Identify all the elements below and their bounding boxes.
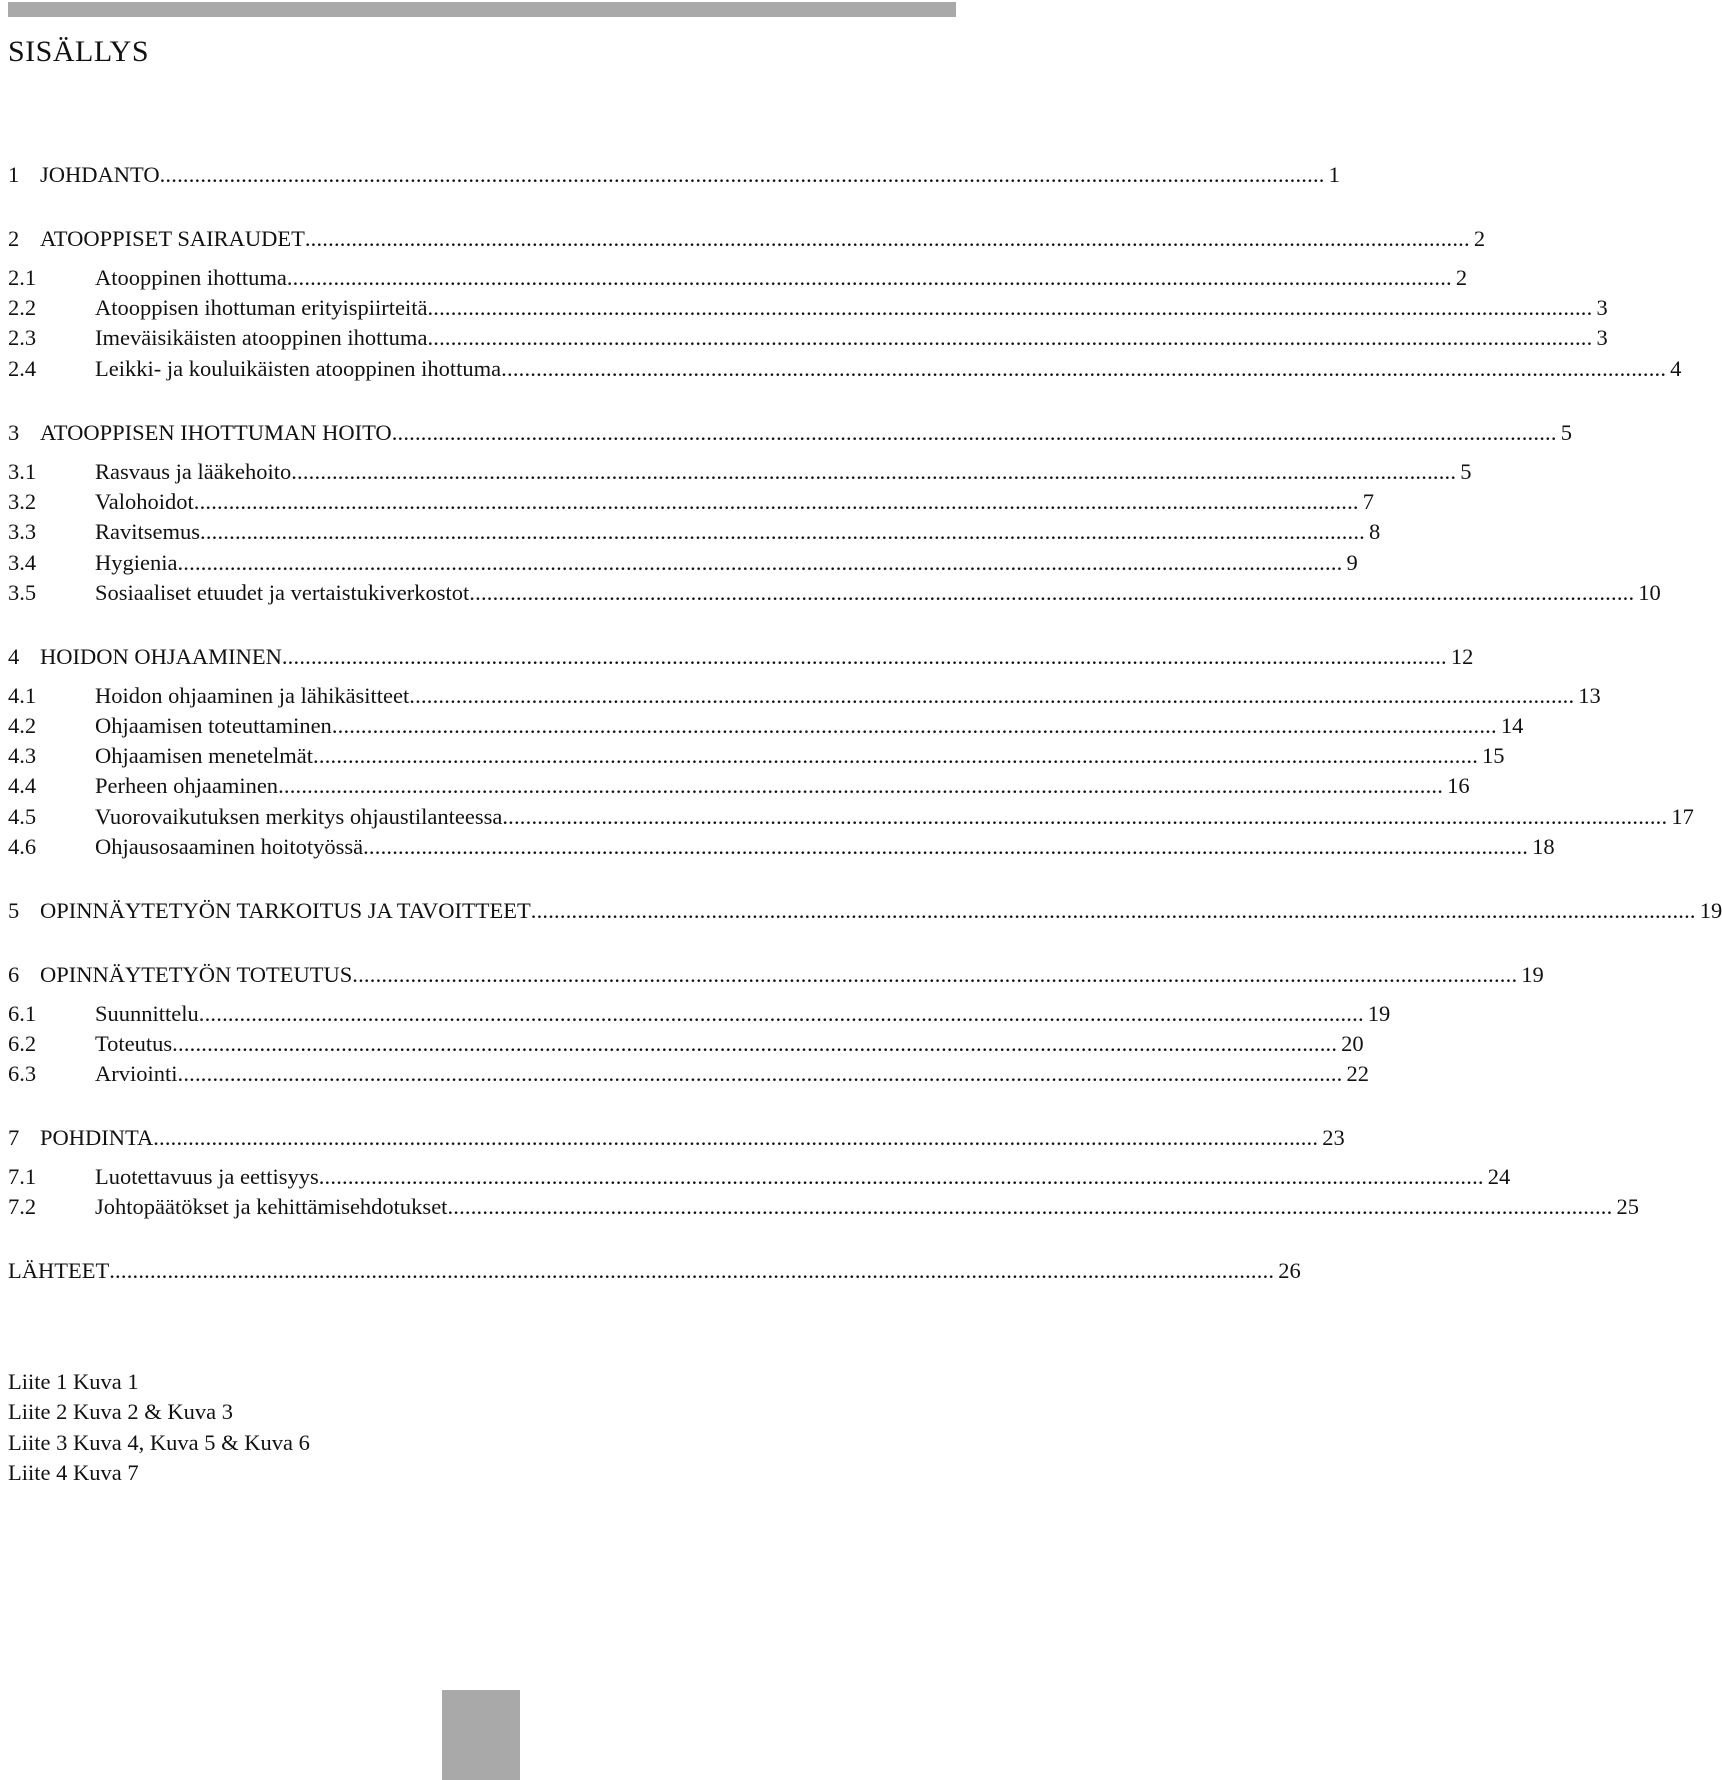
toc-entry[interactable]	[0, 323, 1608, 353]
toc-dot-leader: ........................................................................................................................................................................................................	[286, 265, 1452, 290]
toc-entry-page: 22	[1346, 1061, 1369, 1086]
toc-entry-title: Perheen ohjaaminen	[95, 771, 278, 801]
toc-entry-title: Hygienia	[95, 548, 177, 578]
toc-entry-title: Toteutus	[95, 1029, 172, 1059]
toc-entry-title: HOIDON OHJAAMINEN	[40, 642, 282, 672]
toc-entry-title: Atooppisen ihottuman erityispiirteitä	[95, 293, 427, 323]
toc-entry[interactable]	[0, 1192, 1639, 1222]
toc-entry[interactable]	[0, 293, 1608, 323]
toc-dot-leader: ........................................................................................................................................................................................................	[391, 420, 1557, 445]
toc-entry[interactable]	[0, 802, 1694, 832]
appendix-item: Liite 2 Kuva 2 & Kuva 3	[8, 1399, 233, 1424]
toc-entry-title: POHDINTA	[40, 1123, 153, 1153]
toc-entry-page: 19	[1699, 898, 1722, 923]
toc-entry-page: 19	[1367, 1001, 1391, 1026]
toc-entry-page: 3	[1596, 295, 1608, 320]
toc-entry-page: 26	[1278, 1258, 1301, 1283]
toc-entry[interactable]	[0, 263, 1468, 293]
toc-dot-leader: ........................................................................................................................................................................................................	[447, 1194, 1613, 1219]
toc-dot-leader: ........................................................................................................................................................................................................	[501, 356, 1667, 381]
toc-entry-number: 1	[8, 162, 20, 187]
toc-entry-number: 6.1	[8, 1001, 37, 1026]
toc-entry-title: ATOOPPISEN IHOTTUMAN HOITO	[40, 418, 392, 448]
toc-dot-leader: ........................................................................................................................................................................................................	[469, 580, 1635, 605]
toc-entry-page: 19	[1521, 962, 1544, 987]
toc-dot-leader: ........................................................................................................................................................................................................	[318, 1164, 1484, 1189]
toc-entry-page: 3	[1596, 325, 1608, 350]
toc-dot-leader: ........................................................................................................................................................................................................	[502, 804, 1668, 829]
toc-entry[interactable]	[0, 711, 1524, 741]
toc-entry-title: Ohjausosaaminen hoitotyössä	[95, 832, 363, 862]
toc-entry[interactable]	[0, 224, 1486, 254]
toc-entry-number: 4.5	[8, 804, 37, 829]
toc-entry-page: 5	[1460, 459, 1472, 484]
toc-entry-number: 2.4	[8, 356, 37, 381]
toc-entry-page: 5	[1560, 420, 1572, 445]
toc-entry-number: 3	[8, 420, 20, 445]
toc-dot-leader: ........................................................................................................................................................................................................	[109, 1258, 1275, 1283]
toc-dot-leader: ........................................................................................................................................................................................................	[313, 743, 1479, 768]
toc-entry-page: 23	[1322, 1125, 1345, 1150]
toc-entry-title: Hoidon ohjaaminen ja lähikäsitteet	[95, 681, 409, 711]
toc-entry-page: 8	[1369, 519, 1381, 544]
toc-entry-page: 25	[1616, 1194, 1639, 1219]
toc-entry-title: JOHDANTO	[40, 160, 160, 190]
toc-entry[interactable]	[0, 457, 1472, 487]
footer-page-box	[442, 1690, 520, 1780]
toc-dot-leader: ........................................................................................................................................................................................................	[530, 898, 1696, 923]
toc-entry-number: 3.4	[8, 550, 37, 575]
toc-entry-number: 2.2	[8, 295, 37, 320]
toc-entry[interactable]	[0, 1059, 1369, 1089]
toc-dot-leader: ........................................................................................................................................................................................................	[409, 683, 1575, 708]
toc-entry-number: 2.3	[8, 325, 37, 350]
toc-entry-number: 3.5	[8, 580, 37, 605]
toc-dot-leader: ........................................................................................................................................................................................................	[281, 644, 1447, 669]
toc-dot-leader: ........................................................................................................................................................................................................	[159, 162, 1325, 187]
toc-entry[interactable]	[0, 517, 1381, 547]
toc-entry-number: 2.1	[8, 265, 37, 290]
toc-entry[interactable]	[0, 548, 1358, 578]
toc-entry-title: Sosiaaliset etuudet ja vertaistukiverkostot	[95, 578, 469, 608]
toc-dot-leader: ........................................................................................................................................................................................................	[198, 1001, 1364, 1026]
toc-entry[interactable]	[0, 681, 1601, 711]
toc-dot-leader: ........................................................................................................................................................................................................	[363, 834, 1529, 859]
toc-entry-number: 5	[8, 898, 20, 923]
toc-entry-title: Johtopäätökset ja kehittämisehdotukset	[95, 1192, 447, 1222]
toc-dot-leader: ........................................................................................................................................................................................................	[331, 713, 1497, 738]
appendix-item: Liite 4 Kuva 7	[8, 1460, 139, 1485]
toc-entry-title: Ohjaamisen menetelmät	[95, 741, 313, 771]
toc-entry-title: Suunnittelu	[95, 999, 199, 1029]
toc-entry[interactable]	[0, 1162, 1511, 1192]
toc-entry[interactable]	[0, 1256, 1301, 1286]
toc-entry-number: 3.1	[8, 459, 37, 484]
appendix-item: Liite 1 Kuva 1	[8, 1369, 139, 1394]
toc-dot-leader: ........................................................................................................................................................................................................	[200, 519, 1365, 544]
appendix-item: Liite 3 Kuva 4, Kuva 5 & Kuva 6	[8, 1430, 310, 1455]
toc-entry-title: Atooppinen ihottuma	[95, 263, 287, 293]
toc-entry-page: 14	[1500, 713, 1524, 738]
toc-entry-page: 24	[1487, 1164, 1511, 1189]
toc-entry-number: 3.3	[8, 519, 37, 544]
toc-entry-page: 18	[1532, 834, 1555, 859]
toc-entry[interactable]	[0, 642, 1474, 672]
toc-dot-leader: ........................................................................................................................................................................................................	[177, 1061, 1343, 1086]
toc-entry[interactable]	[0, 1029, 1364, 1059]
toc-entry-title: Leikki- ja kouluikäisten atooppinen ihottuma	[95, 354, 501, 384]
toc-entry-number: 4.2	[8, 713, 37, 738]
toc-dot-leader: ........................................................................................................................................................................................................	[193, 489, 1359, 514]
toc-entry[interactable]	[0, 418, 1572, 448]
toc-entry-page: 2	[1473, 226, 1486, 251]
toc-entry[interactable]	[0, 896, 1722, 926]
page-title: SISÄLLYS	[8, 35, 150, 68]
toc-entry-title: OPINNÄYTETYÖN TARKOITUS JA TAVOITTEET	[40, 896, 531, 926]
toc-entry-number: 7.2	[8, 1194, 37, 1219]
toc-entry-number: 3.2	[8, 489, 37, 514]
toc-entry-page: 10	[1638, 580, 1661, 605]
toc-entry-number: 4	[8, 644, 20, 669]
toc-entry-page: 4	[1670, 356, 1682, 381]
toc-entry[interactable]	[0, 160, 1340, 190]
toc-entry-page: 15	[1482, 743, 1505, 768]
toc-entry-title: LÄHTEET	[8, 1256, 109, 1286]
toc-entry-number: 4.6	[8, 834, 37, 859]
toc-entry-number: 4.1	[8, 683, 37, 708]
toc-entry[interactable]	[0, 1123, 1345, 1153]
toc-entry-page: 20	[1341, 1031, 1364, 1056]
toc-entry[interactable]	[0, 741, 1505, 771]
toc-entry-title: ATOOPPISET SAIRAUDET	[40, 224, 305, 254]
toc-dot-leader: ........................................................................................................................................................................................................	[172, 1031, 1338, 1056]
toc-entry-title: Ravitsemus	[95, 517, 200, 547]
toc-entry[interactable]	[0, 771, 1470, 801]
toc-entry[interactable]	[0, 578, 1661, 608]
toc-entry-title: Ohjaamisen toteuttaminen	[95, 711, 332, 741]
toc-entry-page: 17	[1671, 804, 1694, 829]
toc-entry-number: 6.3	[8, 1061, 37, 1086]
toc-entry-number: 7.1	[8, 1164, 37, 1189]
toc-entry-page: 12	[1450, 644, 1474, 669]
toc-entry-title: Vuorovaikutuksen merkitys ohjaustilanteessa	[95, 802, 502, 832]
toc-dot-leader: ........................................................................................................................................................................................................	[153, 1125, 1319, 1150]
toc-entry-title: Arviointi	[95, 1059, 178, 1089]
toc-entry-page: 16	[1447, 773, 1470, 798]
toc-entry[interactable]	[0, 487, 1374, 517]
toc-entry-page: 7	[1362, 489, 1374, 514]
toc-dot-leader: ........................................................................................................................................................................................................	[177, 550, 1343, 575]
toc-entry[interactable]	[0, 999, 1391, 1029]
toc-entry-title: Imeväisikäisten atooppinen ihottuma	[95, 323, 427, 353]
toc-dot-leader: ........................................................................................................................................................................................................	[304, 226, 1470, 251]
toc-entry-number: 2	[8, 226, 20, 251]
toc-entry-title: Valohoidot	[95, 487, 194, 517]
toc-entry[interactable]	[0, 832, 1555, 862]
toc-dot-leader: ........................................................................................................................................................................................................	[427, 295, 1593, 320]
toc-entry[interactable]	[0, 354, 1682, 384]
toc-dot-leader: ........................................................................................................................................................................................................	[427, 325, 1593, 350]
toc-entry-page: 1	[1328, 162, 1340, 187]
toc-entry[interactable]	[0, 960, 1544, 990]
toc-entry-page: 13	[1578, 683, 1601, 708]
toc-entry-page: 9	[1346, 550, 1358, 575]
toc-entry-number: 4.4	[8, 773, 37, 798]
toc-entry-title: Rasvaus ja lääkehoito	[95, 457, 291, 487]
toc-entry-title: Luotettavuus ja eettisyys	[95, 1162, 319, 1192]
toc-dot-leader: ........................................................................................................................................................................................................	[278, 773, 1444, 798]
toc-entry-number: 6.2	[8, 1031, 37, 1056]
toc-dot-leader: ........................................................................................................................................................................................................	[291, 459, 1457, 484]
toc-entry-number: 4.3	[8, 743, 37, 768]
toc-entry-number: 6	[8, 962, 20, 987]
toc-dot-leader: ........................................................................................................................................................................................................	[352, 962, 1518, 987]
toc-entry-number: 7	[8, 1125, 20, 1150]
toc-entry-title: OPINNÄYTETYÖN TOTEUTUS	[40, 960, 352, 990]
toc-entry-page: 2	[1455, 265, 1468, 290]
header-rule	[8, 2, 956, 17]
